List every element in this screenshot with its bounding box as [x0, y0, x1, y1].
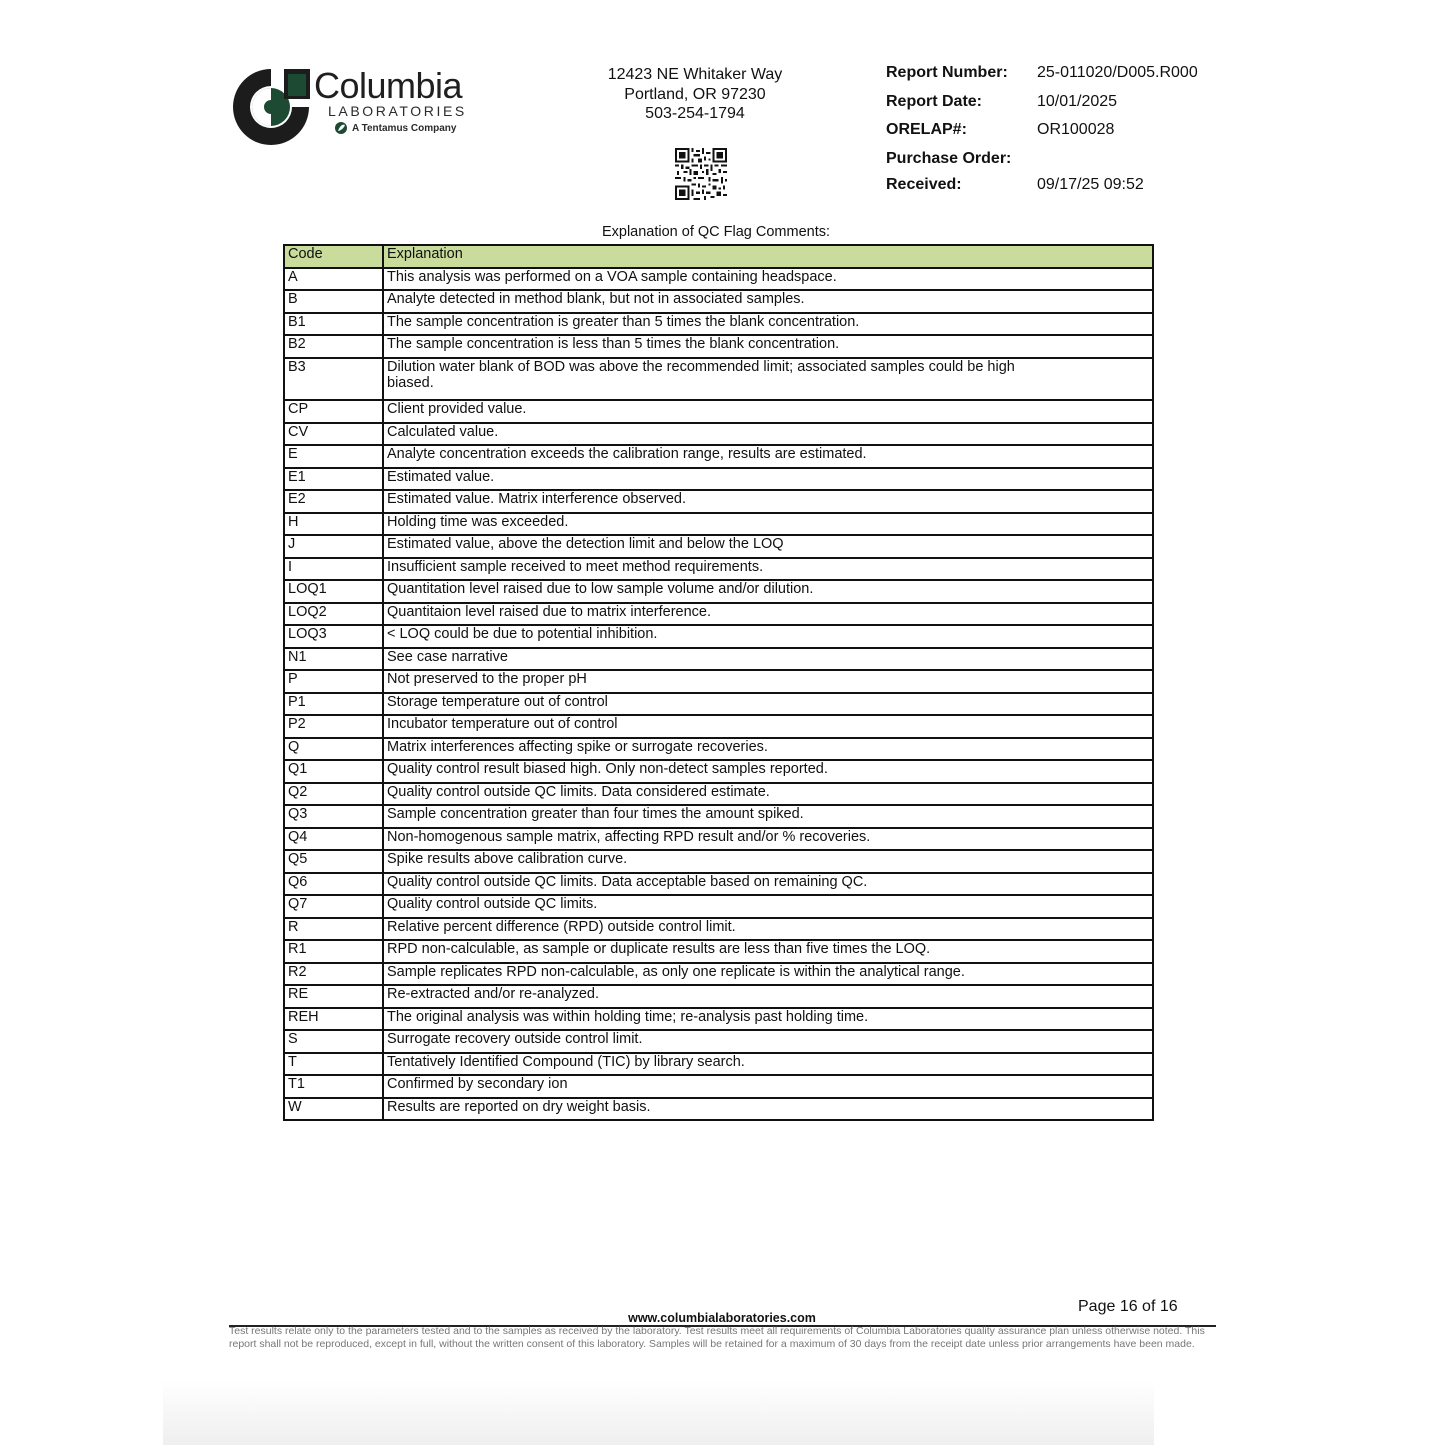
flag-code-cell: T [284, 1053, 383, 1076]
table-row [284, 358, 1153, 401]
table-row [284, 268, 1153, 291]
flag-explanation-cell [383, 963, 1153, 986]
flag-code-cell: P1 [284, 693, 383, 716]
flag-explanation-text: Estimated value, above the detection limit and below the LOQ [387, 536, 784, 552]
table-row [284, 850, 1153, 873]
flag-code-cell: Q7 [284, 895, 383, 918]
orelap-label: ORELAP#: [886, 121, 967, 138]
flag-explanation-cell [383, 873, 1153, 896]
flag-explanation-text: Quantitation level raised due to low sample volume and/or dilution. [387, 581, 814, 597]
table-row [284, 513, 1153, 536]
flag-explanation-cell [383, 603, 1153, 626]
table-row [284, 985, 1153, 1008]
flag-code-cell: Q3 [284, 805, 383, 828]
flag-explanation-text: Sample concentration greater than four times the amount spiked. [387, 806, 804, 822]
flag-explanation-cell [383, 268, 1153, 291]
qr-code-icon [675, 148, 727, 200]
table-row [284, 558, 1153, 581]
table-row [284, 940, 1153, 963]
flag-explanation-text: Surrogate recovery outside control limit. [387, 1031, 643, 1047]
flag-code-cell: E2 [284, 490, 383, 513]
flag-explanation-cell [383, 828, 1153, 851]
company-name: Columbia [314, 65, 463, 106]
flag-explanation-cell [383, 985, 1153, 1008]
flag-code-cell: J [284, 535, 383, 558]
flag-explanation-text: The sample concentration is greater than 5 times the blank concentration. [387, 313, 860, 330]
table-row [284, 400, 1153, 423]
columbia-logo-icon [230, 66, 312, 148]
flag-explanation-cell [383, 535, 1153, 558]
table-row [284, 918, 1153, 941]
flag-code-cell: Q5 [284, 850, 383, 873]
flag-explanation-cell [383, 423, 1153, 446]
scan-shadow [163, 1380, 1154, 1445]
flag-explanation-cell [383, 513, 1153, 536]
tentamus-leaf-icon [334, 121, 348, 135]
received-value: 09/17/25 09:52 [1037, 176, 1144, 193]
flag-explanation-text: This analysis was performed on a VOA sample containing headspace. [387, 268, 837, 285]
flag-code-cell: REH [284, 1008, 383, 1031]
flag-explanation-cell [383, 335, 1153, 358]
flag-code-cell: RE [284, 985, 383, 1008]
flag-explanation-cell [383, 850, 1153, 873]
table-row [284, 490, 1153, 513]
flag-code-cell: LOQ2 [284, 603, 383, 626]
flag-code-cell: I [284, 558, 383, 581]
flag-explanation-cell [383, 760, 1153, 783]
company-logo [230, 66, 490, 148]
flag-code-cell: Q4 [284, 828, 383, 851]
flag-explanation-text: Analyte detected in method blank, but not in associated samples. [387, 291, 805, 307]
flag-code-cell: Q6 [284, 873, 383, 896]
flag-explanation-text: Dilution water blank of BOD was above the recommended limit; associated samples could be high biased. [387, 358, 1015, 391]
qc-table-caption: Explanation of QC Flag Comments: [601, 224, 831, 240]
report-number-value: 25-011020/D005.R000 [1037, 64, 1198, 81]
flag-code-cell: E1 [284, 468, 383, 491]
table-row [284, 715, 1153, 738]
table-row [284, 468, 1153, 491]
flag-code-cell: B1 [284, 313, 383, 336]
table-row [284, 760, 1153, 783]
flag-explanation-cell [383, 940, 1153, 963]
flag-code-cell: S [284, 1030, 383, 1053]
report-date-label: Report Date: [886, 93, 983, 110]
flag-explanation-cell [383, 805, 1153, 828]
address-line-1: 12423 NE Whitaker Way [607, 66, 783, 83]
flag-code-cell: B [284, 290, 383, 313]
flag-explanation-cell [383, 580, 1153, 603]
orelap-value: OR100028 [1037, 121, 1115, 138]
flag-explanation-text: RPD non-calculable, as sample or duplicate results are less than five times the LOQ. [387, 941, 931, 957]
table-row [284, 423, 1153, 446]
qc-flag-table [283, 244, 1154, 1121]
flag-explanation-cell [383, 1030, 1153, 1053]
flag-explanation-text: Relative percent difference (RPD) outside control limit. [387, 918, 736, 935]
flag-explanation-cell [383, 670, 1153, 693]
flag-code-cell: T1 [284, 1075, 383, 1098]
flag-explanation-cell [383, 445, 1153, 468]
flag-explanation-cell [383, 490, 1153, 513]
flag-explanation-text: See case narrative [387, 648, 508, 665]
flag-explanation-cell [383, 558, 1153, 581]
column-header-explanation: Explanation [383, 245, 1153, 268]
flag-code-cell: R1 [284, 940, 383, 963]
flag-explanation-text: Not preserved to the proper pH [387, 671, 587, 687]
flag-code-cell: Q2 [284, 783, 383, 806]
flag-explanation-cell [383, 468, 1153, 491]
flag-explanation-text: The sample concentration is less than 5 times the blank concentration. [387, 336, 840, 352]
table-row [284, 313, 1153, 336]
table-row [284, 783, 1153, 806]
table-row [284, 445, 1153, 468]
flag-explanation-text: Non-homogenous sample matrix, affecting RPD result and/or % recoveries. [387, 828, 871, 845]
table-row [284, 1053, 1153, 1076]
flag-explanation-text: Incubator temperature out of control [387, 716, 618, 732]
flag-explanation-text: Quantitaion level raised due to matrix interference. [387, 603, 712, 620]
flag-explanation-cell [383, 290, 1153, 313]
flag-code-cell: E [284, 445, 383, 468]
flag-code-cell: W [284, 1098, 383, 1121]
table-row [284, 963, 1153, 986]
flag-explanation-text: Insufficient sample received to meet method requirements. [387, 558, 764, 575]
table-row [284, 335, 1153, 358]
received-label: Received: [886, 176, 962, 193]
table-row [284, 625, 1153, 648]
flag-explanation-text: Tentatively Identified Compound (TIC) by library search. [387, 1053, 745, 1070]
flag-explanation-text: Results are reported on dry weight basis. [387, 1098, 651, 1115]
flag-explanation-text: < LOQ could be due to potential inhibition. [387, 626, 658, 642]
flag-explanation-cell [383, 738, 1153, 761]
flag-explanation-text: Quality control result biased high. Only non-detect samples reported. [387, 761, 828, 777]
footer-disclaimer: Test results relate only to the parameters tested and to the samples as received by the laboratory. Test results meet all requirements of Columbia Laboratories quality assurance plan unless otherwise noted. This report shall not be reproduced, except in full, without the written consent of this laboratory. Samples will be retained for a maximum of 30 days from the receipt date unless prior arrangements have been made. [229, 1325, 1205, 1350]
flag-explanation-cell [383, 1008, 1153, 1031]
flag-code-cell: Q1 [284, 760, 383, 783]
address-line-2: Portland, OR 97230 [624, 85, 766, 103]
table-header-row [284, 245, 1153, 268]
flag-code-cell: Q [284, 738, 383, 761]
table-row [284, 895, 1153, 918]
table-row [284, 290, 1153, 313]
flag-code-cell: LOQ3 [284, 625, 383, 648]
flag-explanation-text: Quality control outside QC limits. Data acceptable based on remaining QC. [387, 873, 868, 890]
flag-explanation-cell [383, 1053, 1153, 1076]
flag-explanation-text: Holding time was exceeded. [387, 513, 569, 530]
table-row [284, 670, 1153, 693]
flag-code-cell: CP [284, 400, 383, 423]
flag-explanation-text: Confirmed by secondary ion [387, 1076, 568, 1092]
flag-code-cell: CV [284, 423, 383, 446]
table-row [284, 1030, 1153, 1053]
flag-explanation-cell [383, 715, 1153, 738]
report-date-value: 10/01/2025 [1037, 93, 1118, 110]
lab-address [580, 65, 810, 124]
flag-explanation-text: Quality control outside QC limits. [387, 896, 598, 912]
flag-explanation-text: Sample replicates RPD non-calculable, as only one replicate is within the analytical range. [387, 963, 965, 980]
purchase-order-label: Purchase Order: [886, 150, 1012, 167]
flag-explanation-cell [383, 1075, 1153, 1098]
report-number-label: Report Number: [886, 64, 1008, 81]
flag-explanation-text: Quality control outside QC limits. Data considered estimate. [387, 783, 770, 800]
flag-code-cell: N1 [284, 648, 383, 671]
flag-explanation-cell [383, 783, 1153, 806]
flag-code-cell: LOQ1 [284, 580, 383, 603]
table-row [284, 648, 1153, 671]
flag-explanation-text: Client provided value. [387, 401, 527, 417]
flag-explanation-cell [383, 648, 1153, 671]
flag-explanation-cell [383, 895, 1153, 918]
address-phone: 503-254-1794 [645, 105, 745, 122]
flag-code-cell: B2 [284, 335, 383, 358]
table-row [284, 693, 1153, 716]
flag-explanation-cell [383, 313, 1153, 336]
flag-explanation-text: Calculated value. [387, 423, 499, 440]
qc-table-body [284, 268, 1153, 1121]
flag-explanation-cell [383, 358, 1153, 401]
flag-code-cell: R [284, 918, 383, 941]
flag-explanation-cell [383, 693, 1153, 716]
table-row [284, 828, 1153, 851]
table-row [284, 1075, 1153, 1098]
flag-explanation-text: Analyte concentration exceeds the calibration range, results are estimated. [387, 446, 867, 462]
page-number: Page 16 of 16 [1078, 1298, 1178, 1315]
flag-code-cell: B3 [284, 358, 383, 401]
table-row [284, 603, 1153, 626]
table-row [284, 873, 1153, 896]
flag-explanation-text: Storage temperature out of control [387, 693, 608, 710]
flag-explanation-text: The original analysis was within holding time; re-analysis past holding time. [387, 1008, 869, 1025]
flag-explanation-text: Spike results above calibration curve. [387, 851, 628, 867]
company-tagline: A Tentamus Company [352, 123, 457, 134]
table-row [284, 805, 1153, 828]
flag-code-cell: H [284, 513, 383, 536]
table-row [284, 1008, 1153, 1031]
flag-explanation-text: Estimated value. [387, 468, 495, 485]
flag-explanation-text: Matrix interferences affecting spike or surrogate recoveries. [387, 738, 768, 755]
flag-explanation-cell [383, 400, 1153, 423]
flag-code-cell: P2 [284, 715, 383, 738]
table-row [284, 580, 1153, 603]
flag-code-cell: P [284, 670, 383, 693]
flag-explanation-cell [383, 918, 1153, 941]
company-subtitle: LABORATORIES [328, 103, 467, 119]
table-row [284, 535, 1153, 558]
flag-explanation-text: Estimated value. Matrix interference observed. [387, 491, 686, 507]
table-row [284, 738, 1153, 761]
flag-code-cell: R2 [284, 963, 383, 986]
flag-explanation-cell [383, 1098, 1153, 1121]
column-header-code: Code [284, 245, 383, 268]
flag-code-cell: A [284, 268, 383, 291]
footer-website: www.columbialaboratories.com [628, 1311, 816, 1325]
table-row [284, 1098, 1153, 1121]
flag-explanation-text: Re-extracted and/or re-analyzed. [387, 986, 599, 1002]
flag-explanation-cell [383, 625, 1153, 648]
